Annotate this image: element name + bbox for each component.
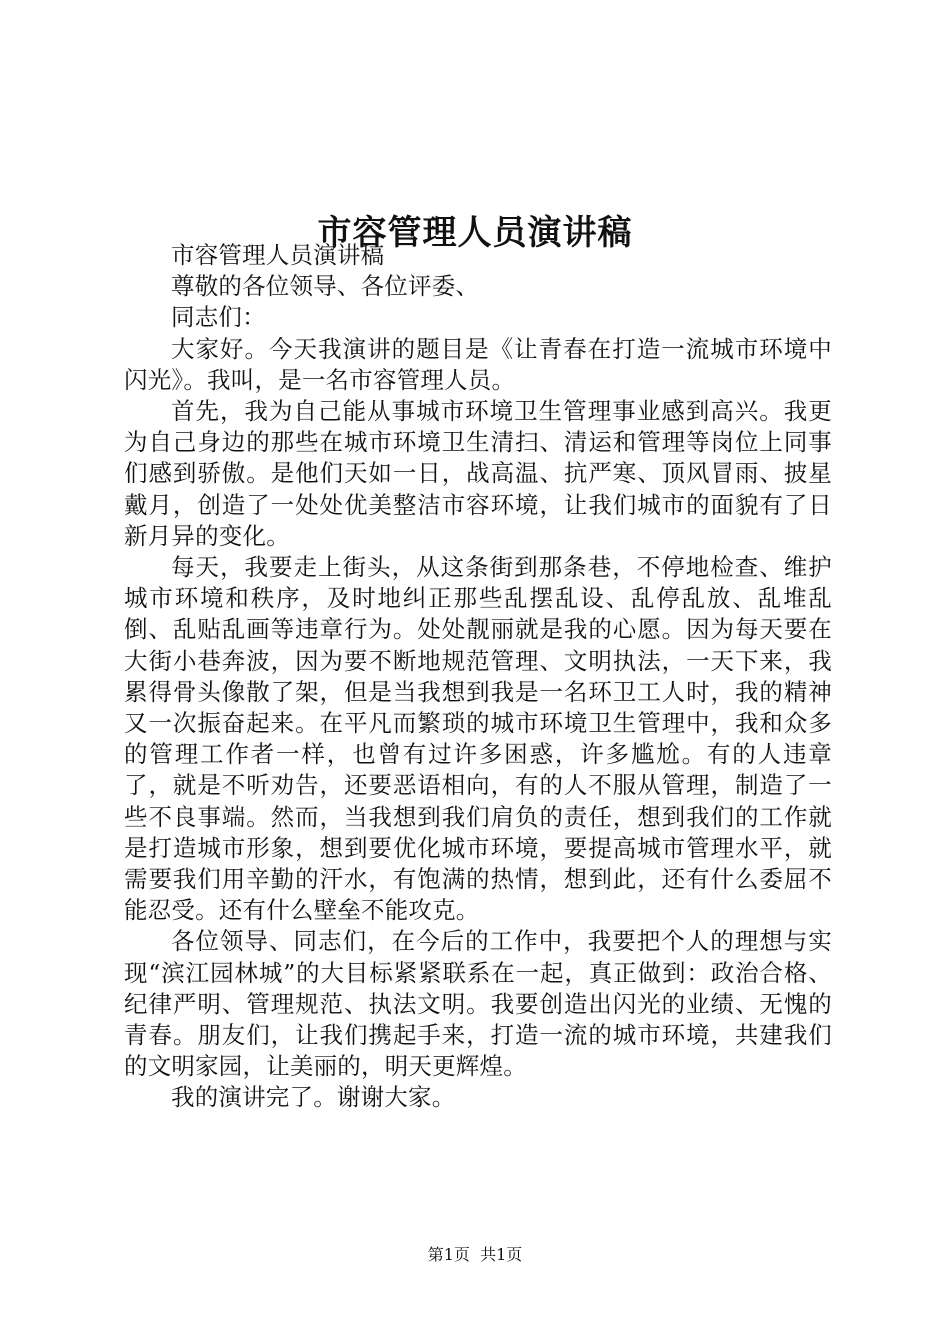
paragraph: 同志们： [171, 303, 266, 332]
page-count: 共1页 [480, 1245, 523, 1264]
paragraph: 各位领导、同志们，在今后的工作中，我要把个人的理想与实现“滨江园林城”的大目标紧紧联系在一起，真正做到：政治合格、纪律严明、管理规范、执法文明。我要创造出闪光的业绩、无愧的青春。朋友们，让我们携起手来，打造一流的城市环境，共建我们的文明家园，让美丽的，明天更辉煌。 [124, 927, 832, 1081]
paragraph: 市容管理人员演讲稿 [171, 241, 385, 269]
paragraph: 大家好。今天我演讲的题目是《让青春在打造一流城市环境中闪光》。我叫，是一名市容管理人员。 [124, 334, 832, 394]
page-footer [0, 1244, 950, 1266]
paragraph: 每天，我要走上街头，从这条街到那条巷，不停地检查、维护城市环境和秩序，及时地纠正那些乱摆乱设、乱停乱放、乱堆乱倒、乱贴乱画等违章行为。处处靓丽就是我的心愿。因为每天要在大街小巷奔波，因为要不断地规范管理、文明执法，一天下来，我累得骨头像散了架，但是当我想到我是一名环卫工人时，我的精神又一次振奋起来。在平凡而繁琐的城市环境卫生管理中，我和众多的管理工作者一样，也曾有过许多困惑，许多尴尬。有的人违章了，就是不听劝告，还要恶语相向，有的人不服从管理，制造了一些不良事端。然而，当我想到我们肩负的责任，想到我们的工作就是打造城市形象，想到要优化城市环境，要提高城市管理水平，就需要我们用辛勤的汗水，有饱满的热情，想到此，还有什么委屈不能忍受。还有什么壁垒不能攻克。 [124, 553, 832, 925]
page-title: 市容管理人员演讲稿 [317, 212, 633, 253]
page-number: 第1页 [427, 1245, 470, 1264]
paragraph: 我的演讲完了。谢谢大家。 [171, 1083, 456, 1112]
paragraph: 首先，我为自己能从事城市环境卫生管理事业感到高兴。我更为自己身边的那些在城市环境卫生清扫、清运和管理等岗位上同事们感到骄傲。是他们天如一日，战高温、抗严寒、顶风冒雨、披星戴月，创造了一处处优美整洁市容环境，让我们城市的面貌有了日新月异的变化。 [124, 397, 832, 550]
paragraph: 尊敬的各位领导、各位评委、 [171, 272, 480, 301]
document-body [124, 240, 832, 1114]
